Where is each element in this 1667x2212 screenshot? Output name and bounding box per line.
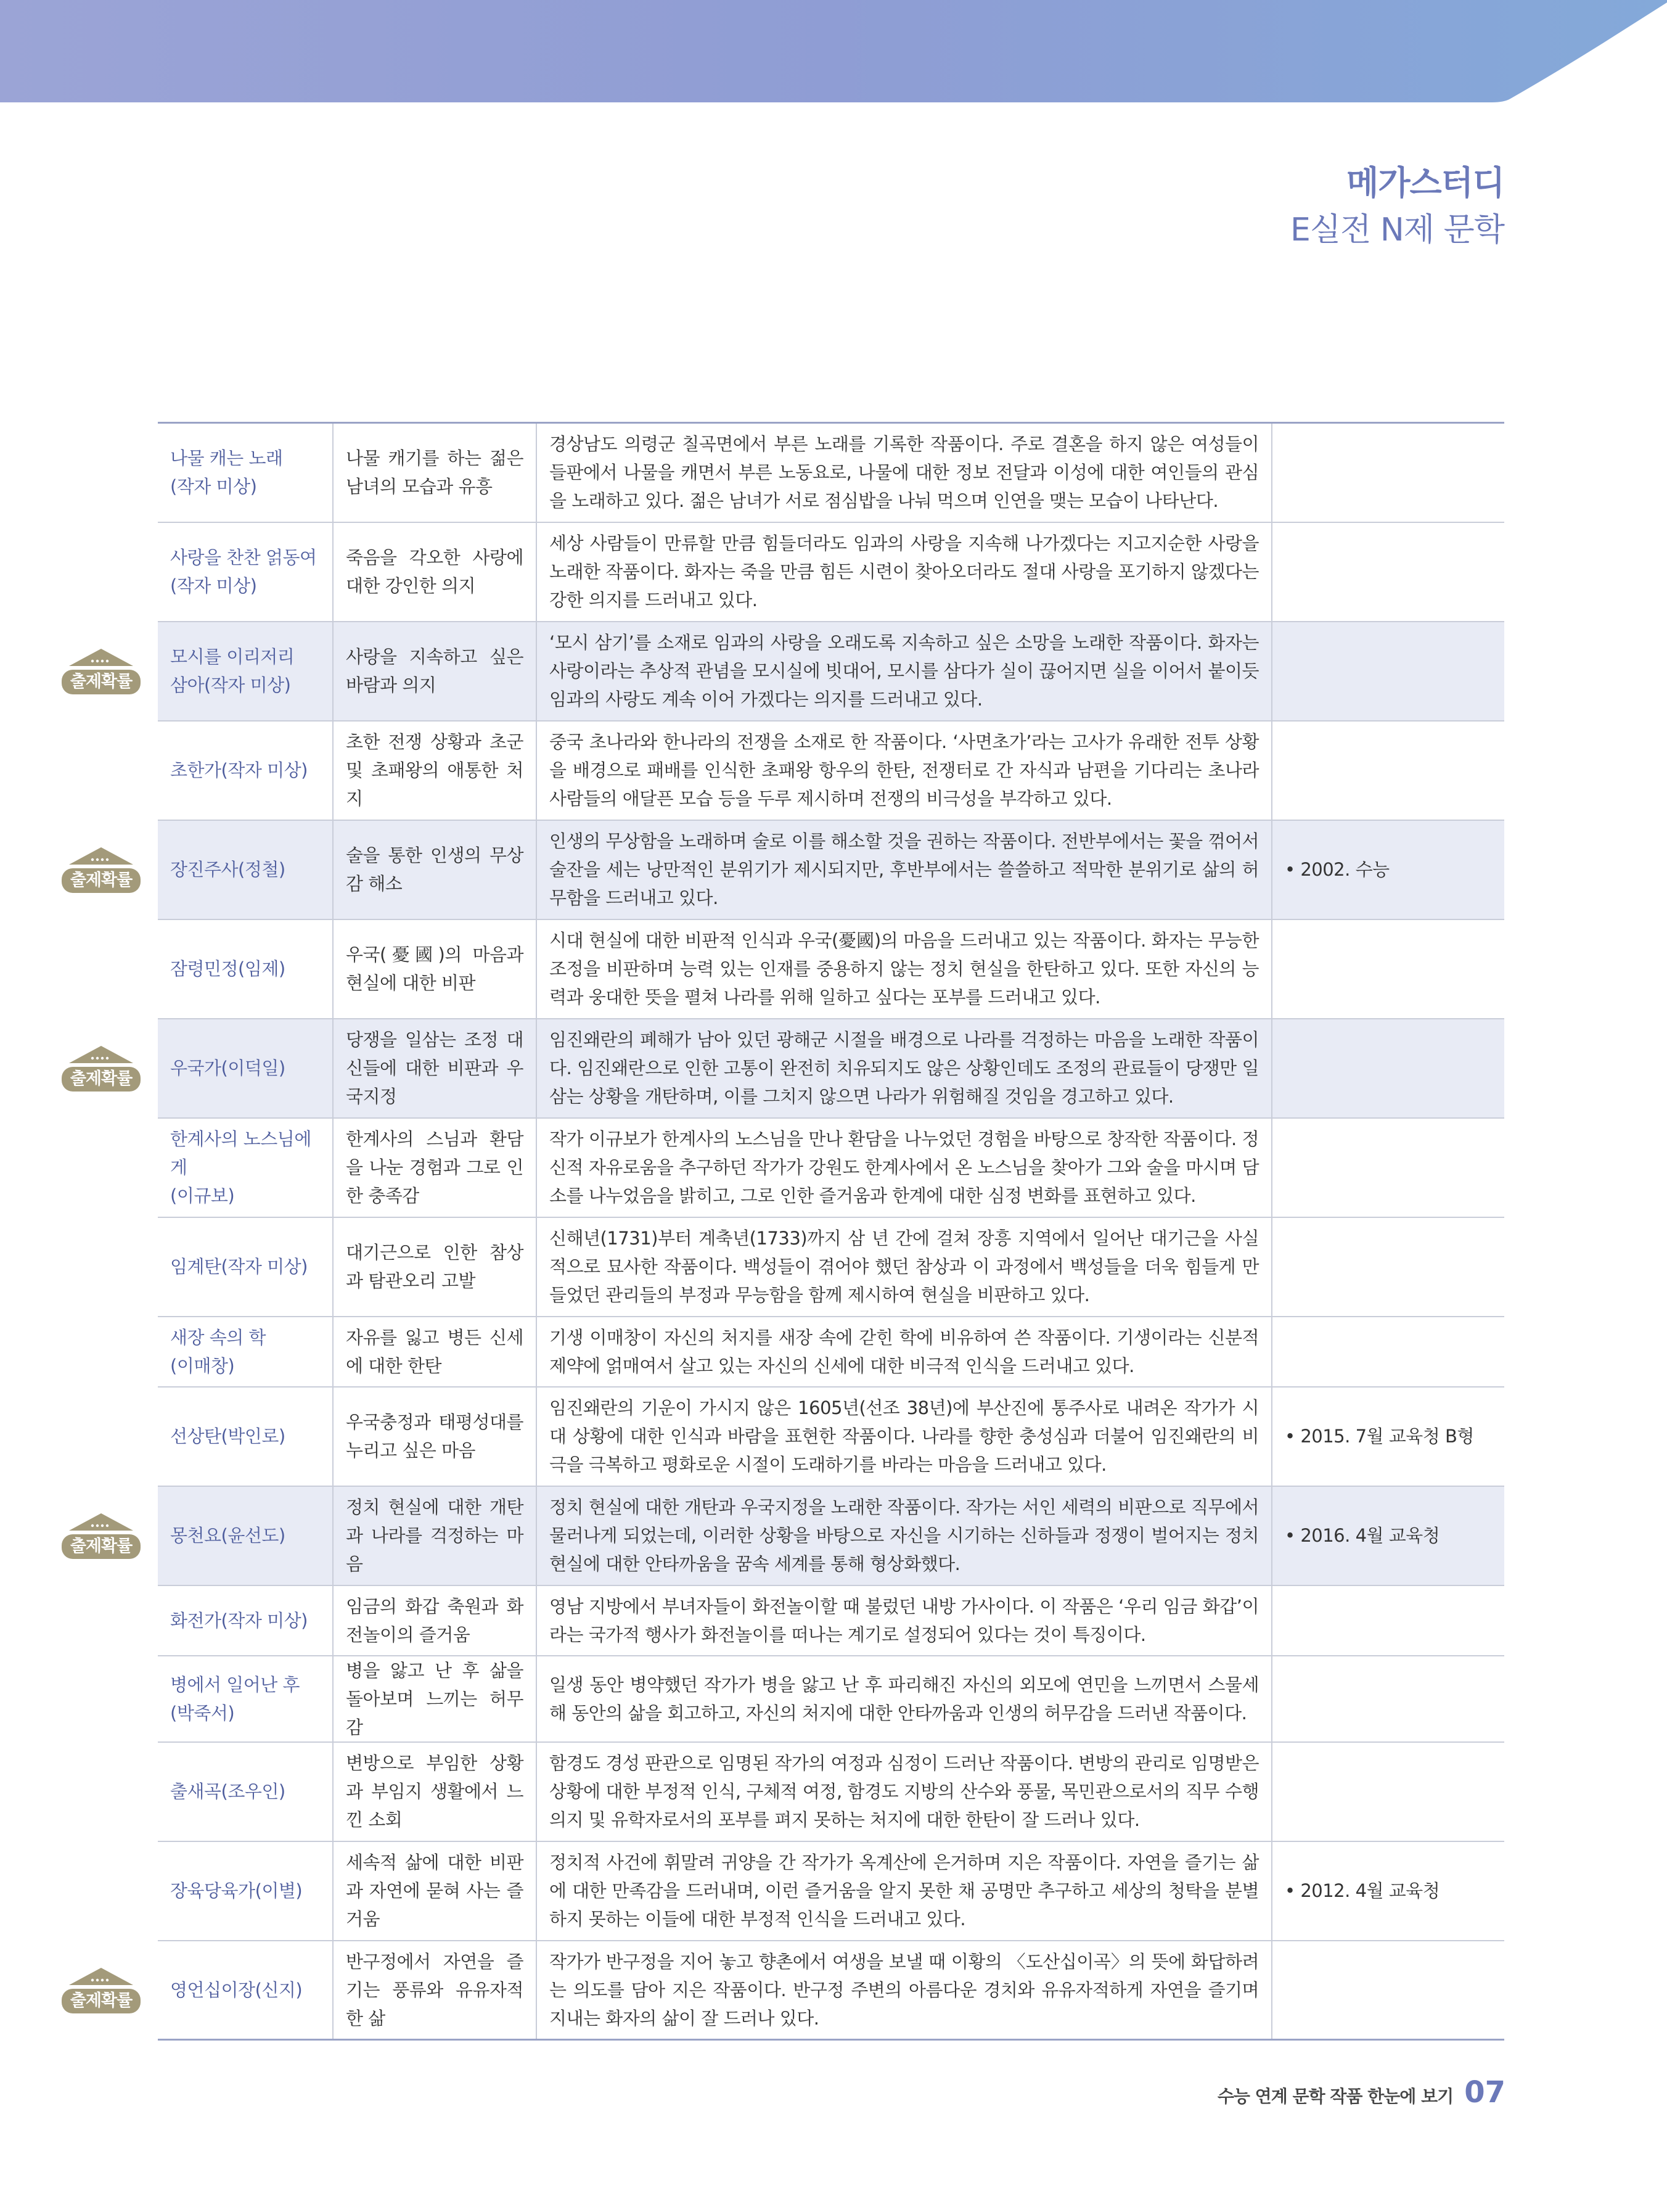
- work-title: 선상탄(박인로): [158, 1387, 333, 1486]
- work-title: 나물 캐는 노래 (작자 미상): [158, 423, 333, 522]
- work-description: 세상 사람들이 만류할 만큼 힘들더라도 임과의 사랑을 지속해 나가겠다는 지고지순한 사랑을 노래한 작품이다. 화자는 죽을 만큼 힘든 시련이 찾아오더라도 절대 사랑을 포기하지 않겠다는 강한 의지를 드러내고 있다.: [536, 522, 1272, 622]
- table-row: [158, 1387, 1504, 1486]
- exam-note: [1272, 1317, 1504, 1387]
- work-description: 인생의 무상함을 노래하며 술로 이를 해소할 것을 권하는 작품이다. 전반부에서는 꽃을 꺾어서 술잔을 세는 낭만적인 분위기가 제시되지만, 후반부에서는 쓸쓸하고 적막한 분위기로 삶의 허무함을 드러내고 있다.: [536, 820, 1272, 919]
- work-description: 임진왜란의 기운이 가시지 않은 1605년(선조 38년)에 부산진에 통주사로 내려온 작가가 시대 상황에 대한 인식과 바람을 표현한 작품이다. 나라를 향한 충성심과 더불어 임진왜란의 비극을 극복하고 평화로운 시절이 도래하기를 바라는 마음을 드러내고 있다.: [536, 1387, 1272, 1486]
- exam-note: [1272, 1941, 1504, 2040]
- work-theme: 우국(憂國)의 마음과 현실에 대한 비판: [333, 919, 536, 1019]
- exam-note: [1272, 1742, 1504, 1841]
- exam-note: [1272, 1019, 1504, 1118]
- table-row: [158, 1656, 1504, 1742]
- work-title: 새장 속의 학 (이매창): [158, 1317, 333, 1387]
- page-footer: [1218, 2075, 1505, 2112]
- work-title: 임계탄(작자 미상): [158, 1217, 333, 1317]
- work-theme: 술을 통한 인생의 무상감 해소: [333, 820, 536, 919]
- table-row: [158, 423, 1504, 522]
- work-description: 시대 현실에 대한 비판적 인식과 우국(憂國)의 마음을 드러내고 있는 작품이다. 화자는 무능한 조정을 비판하며 능력 있는 인재를 중용하지 않는 정치 현실을 한탄하고 있다. 또한 자신의 능력과 웅대한 뜻을 펼쳐 나라를 위해 일하고 싶다는 포부를 드러내고 있다.: [536, 919, 1272, 1019]
- work-theme: 나물 캐기를 하는 젊은 남녀의 모습과 유흥: [333, 423, 536, 522]
- work-theme: 대기근으로 인한 참상과 탐관오리 고발: [333, 1217, 536, 1317]
- table-row: [158, 1317, 1504, 1387]
- work-title: 영언십이장(신지): [158, 1941, 333, 2040]
- work-title: 잠령민정(임제): [158, 919, 333, 1019]
- work-title: 장진주사(정철): [158, 820, 333, 919]
- work-theme: 우국충정과 태평성대를 누리고 싶은 마음: [333, 1387, 536, 1486]
- brand-subtitle: E실전 N제 문학: [1290, 212, 1504, 249]
- work-description: 일생 동안 병약했던 작가가 병을 앓고 난 후 파리해진 자신의 외모에 연민을 느끼면서 스물세 해 동안의 삶을 회고하고, 자신의 처지에 대한 안타까움과 인생의 허무감을 드러낸 작품이다.: [536, 1656, 1272, 1742]
- exam-note: [1272, 1585, 1504, 1656]
- work-theme: 임금의 화갑 축원과 화전놀이의 즐거움: [333, 1585, 536, 1656]
- work-description: 작가가 반구정을 지어 놓고 향촌에서 여생을 보낼 때 이황의 〈도산십이곡〉의 뜻에 화답하려는 의도를 담아 지은 작품이다. 반구정 주변의 아름다운 경치와 유유자적하게 자연을 즐기며 지내는 화자의 삶이 잘 드러나 있다.: [536, 1941, 1272, 2040]
- exam-note: [1272, 1656, 1504, 1742]
- work-title: 사랑을 찬찬 얽동여 (작자 미상): [158, 522, 333, 622]
- work-theme: 사랑을 지속하고 싶은 바람과 의지: [333, 622, 536, 721]
- table-row: [158, 1118, 1504, 1217]
- exam-note: [1272, 1118, 1504, 1217]
- exam-note: [1272, 919, 1504, 1019]
- work-theme: 변방으로 부임한 상황과 부임지 생활에서 느낀 소회: [333, 1742, 536, 1841]
- work-title: 화전가(작자 미상): [158, 1585, 333, 1656]
- exam-note: • 2016. 4월 교육청: [1272, 1486, 1504, 1585]
- work-title: 몽천요(윤선도): [158, 1486, 333, 1585]
- exam-note: [1272, 522, 1504, 622]
- table-row: [158, 919, 1504, 1019]
- badge-label: 출제확률: [70, 1991, 133, 2010]
- work-description: 함경도 경성 판관으로 임명된 작가의 여정과 심정이 드러난 작품이다. 변방의 관리로 임명받은 상황에 대한 부정적 인식, 구체적 여정, 함경도 지방의 산수와 풍물, 목민관으로서의 직무 수행 의지 및 유학자로서의 포부를 펴지 못하는 처지에 대한 한탄이 잘 드러나 있다.: [536, 1742, 1272, 1841]
- exam-note: [1272, 622, 1504, 721]
- work-description: 경상남도 의령군 칠곡면에서 부른 노래를 기록한 작품이다. 주로 결혼을 하지 않은 여성들이 들판에서 나물을 캐면서 부른 노동요로, 나물에 대한 정보 전달과 이성에 대한 여인들의 관심을 노래하고 있다. 젊은 남녀가 서로 점심밥을 나눠 먹으며 인연을 맺는 모습이 나타난다.: [536, 423, 1272, 522]
- work-description: 기생 이매창이 자신의 처지를 새장 속에 갇힌 학에 비유하여 쓴 작품이다. 기생이라는 신분적 제약에 얽매여서 살고 있는 자신의 신세에 대한 비극적 인식을 드러내고 있다.: [536, 1317, 1272, 1387]
- table-row: [158, 1841, 1504, 1941]
- probability-badge: [58, 1967, 144, 2013]
- brand-name: 메가스터디: [1346, 163, 1504, 202]
- exam-note: [1272, 1217, 1504, 1317]
- table-row: [158, 522, 1504, 622]
- work-theme: 죽음을 각오한 사랑에 대한 강인한 의지: [333, 522, 536, 622]
- table-row: [158, 622, 1504, 721]
- work-title: 우국가(이덕일): [158, 1019, 333, 1118]
- table-row: [158, 1742, 1504, 1841]
- table-row: [158, 1217, 1504, 1317]
- footer-text: 수능 연계 문학 작품 한눈에 보기: [1217, 2086, 1454, 2107]
- badge-label: 출제확률: [70, 1069, 133, 1088]
- badge-label: 출제확률: [70, 1537, 133, 1556]
- work-theme: 초한 전쟁 상황과 초군 및 초패왕의 애통한 처지: [333, 721, 536, 820]
- work-theme: 병을 앓고 난 후 삶을 돌아보며 느끼는 허무감: [333, 1656, 536, 1742]
- table-row: [158, 1019, 1504, 1118]
- work-description: 신해년(1731)부터 계축년(1733)까지 삼 년 간에 걸쳐 장흥 지역에서 일어난 대기근을 사실적으로 묘사한 작품이다. 백성들이 겪어야 했던 참상과 이 과정에서 백성들을 더욱 힘들게 만들었던 관리들의 부정과 무능함을 함께 제시하여 현실을 비판하고 있다.: [536, 1217, 1272, 1317]
- probability-badge: [58, 846, 144, 893]
- exam-note: • 2002. 수능: [1272, 820, 1504, 919]
- table-row: [158, 1486, 1504, 1585]
- badge-label: 출제확률: [70, 672, 133, 691]
- work-description: 작가 이규보가 한계사의 노스님을 만나 환담을 나누었던 경험을 바탕으로 창작한 작품이다. 정신적 자유로움을 추구하던 작가가 강원도 한계사에서 온 노스님을 찾아가 그와 술을 마시며 담소를 나누었음을 밝히고, 그로 인한 즐거움과 한계에 대한 심정 변화를 표현하고 있다.: [536, 1118, 1272, 1217]
- work-theme: 한계사의 스님과 환담을 나눈 경험과 그로 인한 충족감: [333, 1118, 536, 1217]
- table-row: [158, 721, 1504, 820]
- table-row: [158, 1585, 1504, 1656]
- work-theme: 당쟁을 일삼는 조정 대신들에 대한 비판과 우국지정: [333, 1019, 536, 1118]
- table-row: [158, 1941, 1504, 2040]
- work-description: 영남 지방에서 부녀자들이 화전놀이할 때 불렀던 내방 가사이다. 이 작품은 ‘우리 임금 화갑’이라는 국가적 행사가 화전놀이를 떠나는 계기로 설정되어 있다는 것이 특징이다.: [536, 1585, 1272, 1656]
- work-theme: 세속적 삶에 대한 비판과 자연에 묻혀 사는 즐거움: [333, 1841, 536, 1941]
- work-title: 병에서 일어난 후 (박죽서): [158, 1656, 333, 1742]
- work-description: 임진왜란의 폐해가 남아 있던 광해군 시절을 배경으로 나라를 걱정하는 마음을 노래한 작품이다. 임진왜란으로 인한 고통이 완전히 치유되지도 않은 상황인데도 조정의 관료들이 당쟁만 일삼는 상황을 개탄하며, 이를 그치지 않으면 나라가 위험해질 것임을 경고하고 있다.: [536, 1019, 1272, 1118]
- works-table: [158, 422, 1504, 2041]
- work-description: ‘모시 삼기’를 소재로 임과의 사랑을 오래도록 지속하고 싶은 소망을 노래한 작품이다. 화자는 사랑이라는 추상적 관념을 모시실에 빗대어, 모시를 삼다가 실이 끊어지면 실을 이어서 붙이듯 임과의 사랑도 계속 이어 가겠다는 의지를 드러내고 있다.: [536, 622, 1272, 721]
- work-theme: 정치 현실에 대한 개탄과 나라를 걱정하는 마음: [333, 1486, 536, 1585]
- table-row: [158, 820, 1504, 919]
- work-title: 한계사의 노스님에게 (이규보): [158, 1118, 333, 1217]
- brand-block: [1290, 162, 1504, 252]
- probability-badge: [58, 1512, 144, 1559]
- exam-note: • 2015. 7월 교육청 B형: [1272, 1387, 1504, 1486]
- header-banner: [0, 0, 1667, 104]
- badge-label: 출제확률: [70, 871, 133, 890]
- work-theme: 반구정에서 자연을 즐기는 풍류와 유유자적한 삶: [333, 1941, 536, 2040]
- work-title: 초한가(작자 미상): [158, 721, 333, 820]
- work-description: 정치적 사건에 휘말려 귀양을 간 작가가 옥계산에 은거하며 지은 작품이다. 자연을 즐기는 삶에 대한 만족감을 드러내며, 이런 즐거움을 알지 못한 채 공명만 추구하고 세상의 청탁을 분별하지 못하는 이들에 대한 부정적 인식을 드러내고 있다.: [536, 1841, 1272, 1941]
- work-description: 중국 초나라와 한나라의 전쟁을 소재로 한 작품이다. ‘사면초가’라는 고사가 유래한 전투 상황을 배경으로 패배를 인식한 초패왕 항우의 한탄, 전쟁터로 간 자식과 남편을 기다리는 초나라 사람들의 애달픈 모습 등을 두루 제시하며 전쟁의 비극성을 부각하고 있다.: [536, 721, 1272, 820]
- probability-badge: [58, 648, 144, 694]
- exam-note: • 2012. 4월 교육청: [1272, 1841, 1504, 1941]
- work-title: 모시를 이리저리 삼아(작자 미상): [158, 622, 333, 721]
- work-description: 정치 현실에 대한 개탄과 우국지정을 노래한 작품이다. 작가는 서인 세력의 비판으로 직무에서 물러나게 되었는데, 이러한 상황을 바탕으로 자신을 시기하는 신하들과 정쟁이 벌어지는 정치 현실에 대한 안타까움을 꿈속 세계를 통해 형상화했다.: [536, 1486, 1272, 1585]
- probability-badge: [58, 1045, 144, 1092]
- exam-note: [1272, 423, 1504, 522]
- work-title: 출새곡(조우인): [158, 1742, 333, 1841]
- exam-note: [1272, 721, 1504, 820]
- work-title: 장육당육가(이별): [158, 1841, 333, 1941]
- page-number: 07: [1464, 2075, 1505, 2110]
- work-theme: 자유를 잃고 병든 신세에 대한 한탄: [333, 1317, 536, 1387]
